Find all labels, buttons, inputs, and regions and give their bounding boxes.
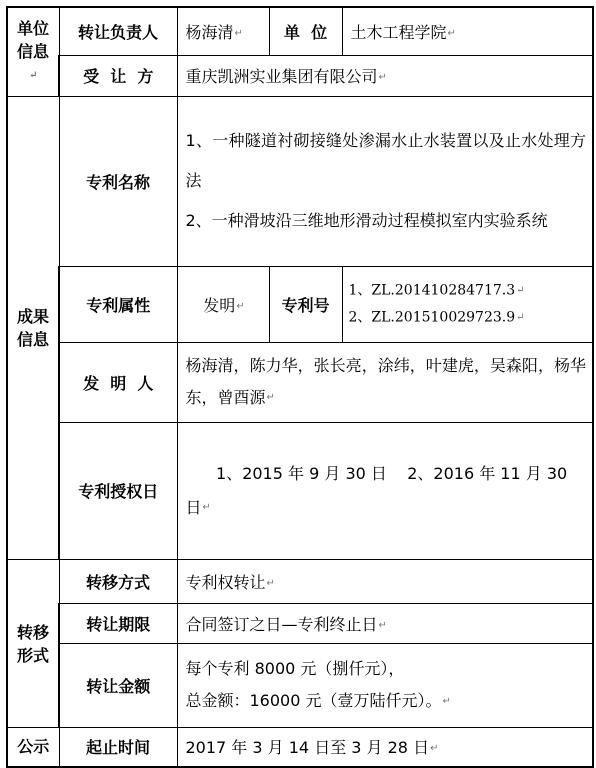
transferor-label: 转让负责人: [59, 7, 177, 55]
category-notice: 公示: [7, 728, 59, 767]
patent-name-2: 2、一种滑坡沿三维地形滑动过程模拟室内实验系统: [185, 211, 548, 230]
transfer-info-table: [6, 6, 594, 768]
transferee-value: 重庆凯洲实业集团有限公司↵: [177, 55, 593, 96]
patent-names: [177, 96, 593, 266]
patent-number-label: 专利号: [269, 266, 342, 342]
patent-attr-value: 发明↵: [177, 266, 269, 342]
patent-numbers: [342, 266, 593, 342]
transfer-period-value: 合同签订之日—专利终止日↵: [177, 604, 593, 644]
patent-number-2: 2、ZL.201510029723.9↵: [348, 309, 525, 326]
transferee-label: 受 让 方: [59, 55, 177, 96]
grant-dates-value: 1、2015 年 9 月 30 日 2、2016 年 11 月 30 日↵: [177, 422, 593, 560]
transfer-method-value: 专利权转让↵: [177, 560, 593, 604]
inventor-label: 发 明 人: [59, 342, 177, 422]
inventors-value: 杨海清，陈力华，张长亮，涂纬，叶建虎，吴森阳，杨华东，曾酉源↵: [177, 342, 593, 422]
transfer-amount-value: [177, 644, 593, 728]
unit-value: 土木工程学院↵: [342, 7, 593, 55]
unit-label: 单 位: [269, 7, 342, 55]
transfer-period-label: 转让期限: [59, 604, 177, 644]
category-result-info: 成果信息: [7, 96, 59, 560]
transferor-value: 杨海清↵: [177, 7, 269, 55]
category-unit-info: 单位信息↵: [7, 7, 59, 96]
patent-attr-label: 专利属性: [59, 266, 177, 342]
patent-name-label: 专利名称: [59, 96, 177, 266]
amount-per-patent: 每个专利 8000 元（捌仟元），: [185, 659, 405, 679]
grant-date-label: 专利授权日: [59, 422, 177, 560]
amount-total: 总金额：16000 元（壹万陆仟元）。↵: [185, 691, 451, 711]
notice-time-value: 2017 年 3 月 14 日至 3 月 28 日↵: [177, 728, 593, 767]
category-transfer-form: 转移形式: [7, 560, 59, 728]
notice-time-label: 起止时间: [59, 728, 177, 767]
patent-number-1: 1、ZL.201410284717.3↵: [348, 282, 525, 298]
transfer-method-label: 转移方式: [59, 560, 177, 604]
patent-name-1: 1、一种隧道衬砌接缝处渗漏水止水装置以及止水处理方法: [185, 131, 586, 190]
transfer-amount-label: 转让金额: [59, 644, 177, 728]
